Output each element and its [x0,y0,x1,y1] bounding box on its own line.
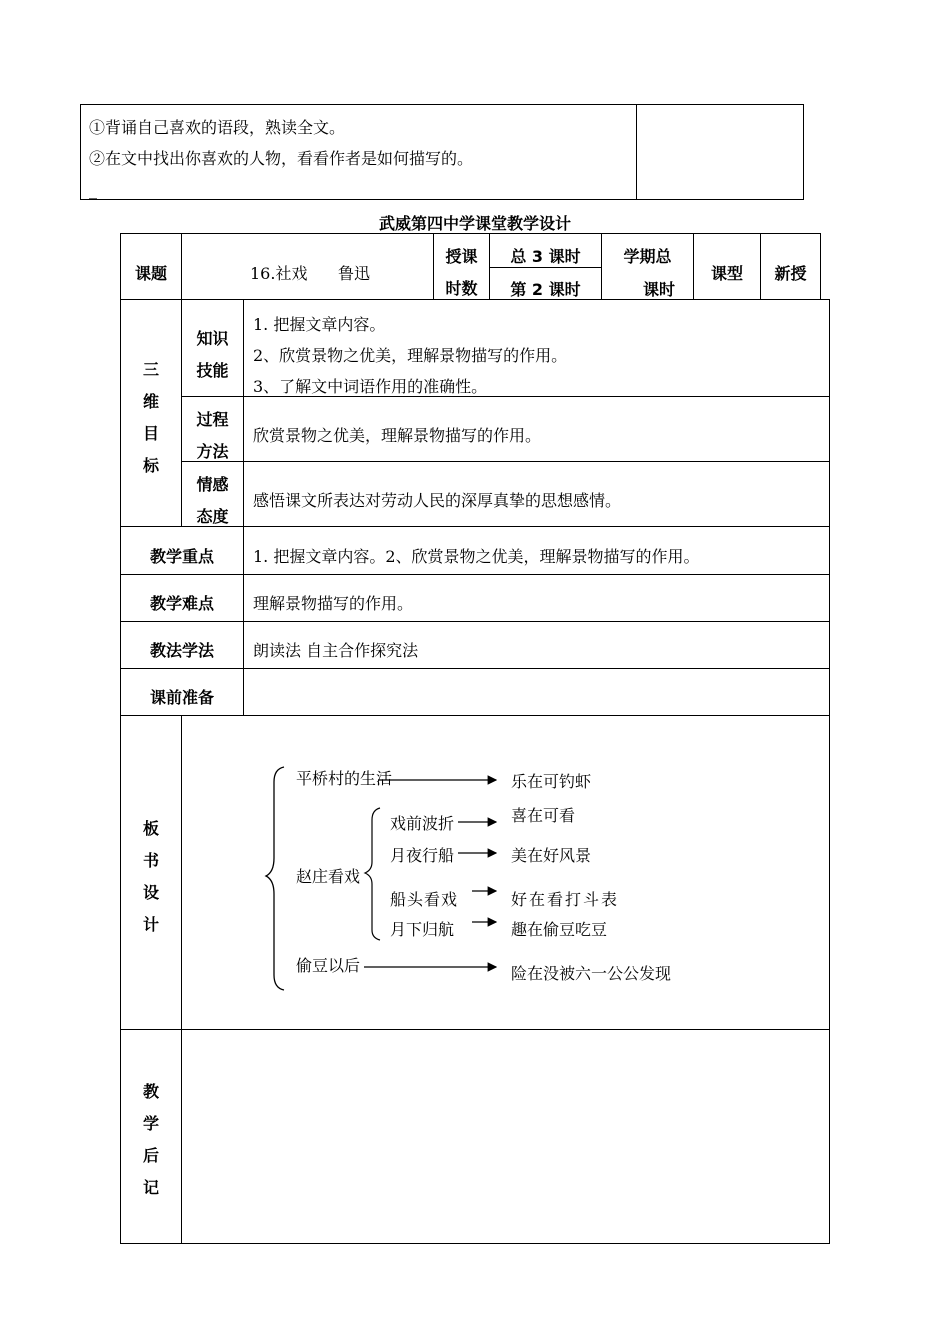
type-value: 新授 [774,264,807,283]
board-sub-2-result: 美在好风景 [511,846,592,865]
prep-label: 课前准备 [149,688,214,707]
knowledge-item: 3、了解文中词语作用的准确性。 [253,377,488,396]
inner-brace [365,808,380,940]
top-box-line-2: ②在文中找出你喜欢的人物，看看作者是如何描写的。 [89,149,474,168]
goals-label-char: 目 [142,424,159,443]
current-hour: 第 2 课时 [510,280,581,299]
board-group: 赵庄看戏 [296,867,361,886]
process-text: 欣赏景物之优美，理解景物描写的作用。 [253,426,542,445]
board-sub-1-result: 喜在可看 [511,806,576,825]
emotion-label-1: 情感 [196,475,229,494]
knowledge-item: 1. 把握文章内容。 [253,315,386,334]
board-sub-3-result: 好在看打斗表 [511,890,620,909]
term-label-1: 学期总 [623,247,672,266]
reflection-label-char: 学 [142,1114,159,1133]
top-box-line-3: _ [89,180,97,199]
emotion-label-2: 态度 [196,507,229,526]
board-label-char: 计 [142,915,159,934]
knowledge-label-2: 技能 [196,361,229,380]
method-label: 教法学法 [149,641,214,660]
emotion-text: 感悟课文所表达对劳动人民的深厚真挚的思想感情。 [253,491,622,510]
topic-value: 16.社戏 鲁迅 [250,264,370,283]
process-label-1: 过程 [196,410,229,429]
board-sub-1: 戏前波折 [390,814,455,833]
board-sub-4: 月下归航 [390,920,455,939]
process-label-2: 方法 [196,442,229,461]
board-item-3-result: 险在没被六一公公发现 [511,964,672,983]
goals-label-char: 三 [142,360,159,379]
reflection-label-char: 记 [142,1178,159,1197]
total-hours: 总 3 课时 [510,247,581,266]
hours-label-2: 时数 [445,279,478,298]
board-label-char: 设 [142,883,159,902]
reflection-label-char: 后 [142,1146,159,1165]
board-sub-4-result: 趣在偷豆吃豆 [511,920,608,939]
board-label-char: 书 [142,851,159,870]
board-item-1-result: 乐在可钓虾 [511,772,592,791]
outer-brace [266,767,284,990]
reflection-label-char: 教 [142,1082,159,1101]
type-label: 课型 [710,264,743,283]
difficult-text: 理解景物描写的作用。 [253,594,414,613]
key-label: 教学重点 [149,547,214,566]
board-item-3: 偷豆以后 [296,956,361,975]
term-label-2: 课时 [643,280,676,299]
goals-label-char: 维 [142,392,159,411]
method-text: 朗读法 自主合作探究法 [253,641,419,660]
board-sub-2: 月夜行船 [390,846,455,865]
knowledge-label-1: 知识 [196,329,229,348]
key-text: 1. 把握文章内容。2、欣赏景物之优美，理解景物描写的作用。 [253,547,700,566]
difficult-label: 教学难点 [149,594,214,613]
top-box-line-1: ①背诵自己喜欢的语段，熟读全文。 [89,118,346,137]
board-item-1: 平桥村的生活 [296,769,393,788]
knowledge-item: 2、欣赏景物之优美，理解景物描写的作用。 [253,346,568,365]
goals-label-char: 标 [142,456,159,475]
board-sub-3: 船头看戏 [390,890,459,909]
board-label-char: 板 [142,819,159,838]
topic-label: 课题 [134,264,167,283]
document-title: 武威第四中学课堂教学设计 [378,214,571,233]
hours-label-1: 授课 [445,247,478,266]
